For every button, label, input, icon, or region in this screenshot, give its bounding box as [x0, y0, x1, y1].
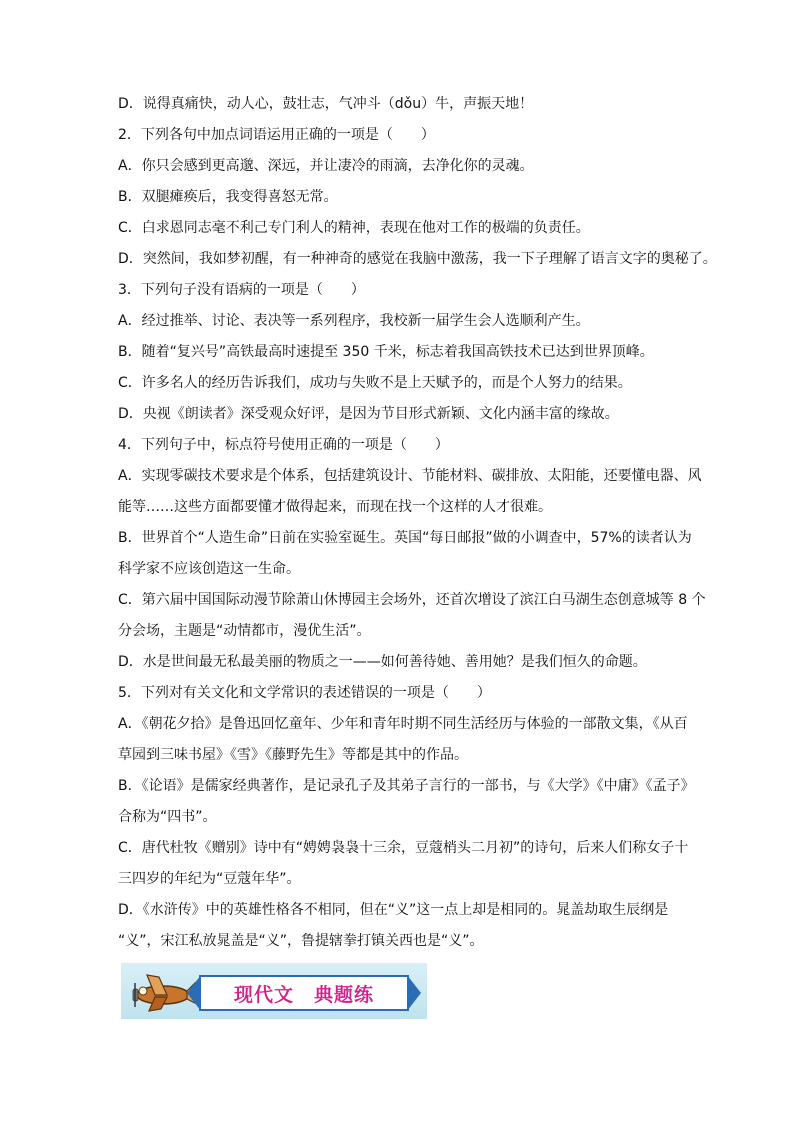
section-title: 现代文 典题练	[233, 984, 374, 1006]
option-line: A．你只会感到更高邈、深远，并让凄冷的雨滴，去净化你的灵魂。	[118, 158, 534, 174]
option-line: B．《论语》是儒家经典著作，是记录孔子及其弟子言行的一部书，与《大学》《中庸》《孟子》	[118, 778, 695, 794]
option-line: C．唐代杜牧《赠别》诗中有“娉娉袅袅十三余，豆蔻梢头二月初”的诗句，后来人们称女子十	[118, 840, 689, 856]
question-stem: 4．下列句子中，标点符号使用正确的一项是（ ）	[118, 437, 449, 453]
option-line-continued: 能等……这些方面都要懂才做得起来，而现在找一个这样的人才很难。	[118, 499, 552, 515]
option-line: D．《水浒传》中的英雄性格各不相同，但在“义”这一点上却是相同的。晁盖劫取生辰纲是	[118, 902, 669, 918]
option-line: C．第六届中国国际动漫节除萧山休博园主会场外，还首次增设了滨江白马湖生态创意城等 8 个	[118, 592, 706, 608]
option-line: D．突然间，我如梦初醒，有一种神奇的感觉在我脑中激荡，我一下子理解了语言文字的奥秘了。	[118, 251, 717, 267]
option-line-continued: 草园到三味书屋》《雪》《藤野先生》等都是其中的作品。	[118, 747, 468, 763]
option-line: C．许多名人的经历告诉我们，成功与失败不是上天赋予的，而是个人努力的结果。	[118, 375, 632, 391]
option-line-continued: 分会场，主题是“动情都市，漫优生活”。	[118, 623, 371, 639]
question-stem: 2．下列各句中加点词语运用正确的一项是（ ）	[118, 127, 435, 143]
option-line-continued: “义”，宋江私放晁盖是“义”，鲁提辖拳打镇关西也是“义”。	[118, 933, 484, 949]
option-line: C．白求恩同志毫不利己专门利人的精神，表现在他对工作的极端的负责任。	[118, 220, 590, 236]
question-content	[118, 94, 718, 962]
option-line: D．央视《朗读者》深受观众好评，是因为节目形式新颖、文化内涵丰富的缘故。	[118, 406, 619, 422]
option-line: A．《朝花夕拾》是鲁迅回忆童年、少年和青年时期不同生活经历与体验的一部散文集，《从百	[118, 716, 688, 732]
option-line: D．水是世间最无私最美丽的物质之一——如何善待她、善用她？是我们恒久的命题。	[118, 654, 647, 670]
question-stem: 3．下列句子没有语病的一项是（ ）	[118, 282, 365, 298]
option-line-continued: 三四岁的年纪为“豆蔻年华”。	[118, 871, 301, 887]
section-banner	[121, 963, 427, 1019]
question-stem: 5．下列对有关文化和文学常识的表述错误的一项是（ ）	[118, 685, 491, 701]
option-line: B．世界首个“人造生命”日前在实验室诞生。英国“每日邮报”做的小调查中，57%的读者认为	[118, 530, 692, 546]
option-line: B．双腿瘫痪后，我变得喜怒无常。	[118, 189, 338, 205]
option-line-continued: 合称为“四书”。	[118, 809, 217, 825]
option-line: B．随着“复兴号”高铁最高时速提至 350 千米，标志着我国高铁技术已达到世界顶峰。	[118, 344, 654, 360]
banner-ribbon	[199, 975, 409, 1011]
option-line: D．说得真痛快，动人心，鼓壮志，气冲斗（dǒu）牛，声振天地！	[118, 96, 534, 112]
option-line: A．经过推举、讨论、表决等一系列程序，我校新一届学生会人选顺利产生。	[118, 313, 590, 329]
option-line-continued: 科学家不应该创造这一生命。	[118, 561, 300, 577]
option-line: A．实现零碳技术要求是个体系，包括建筑设计、节能材料、碳排放、太阳能，还要懂电器、风	[118, 468, 702, 484]
